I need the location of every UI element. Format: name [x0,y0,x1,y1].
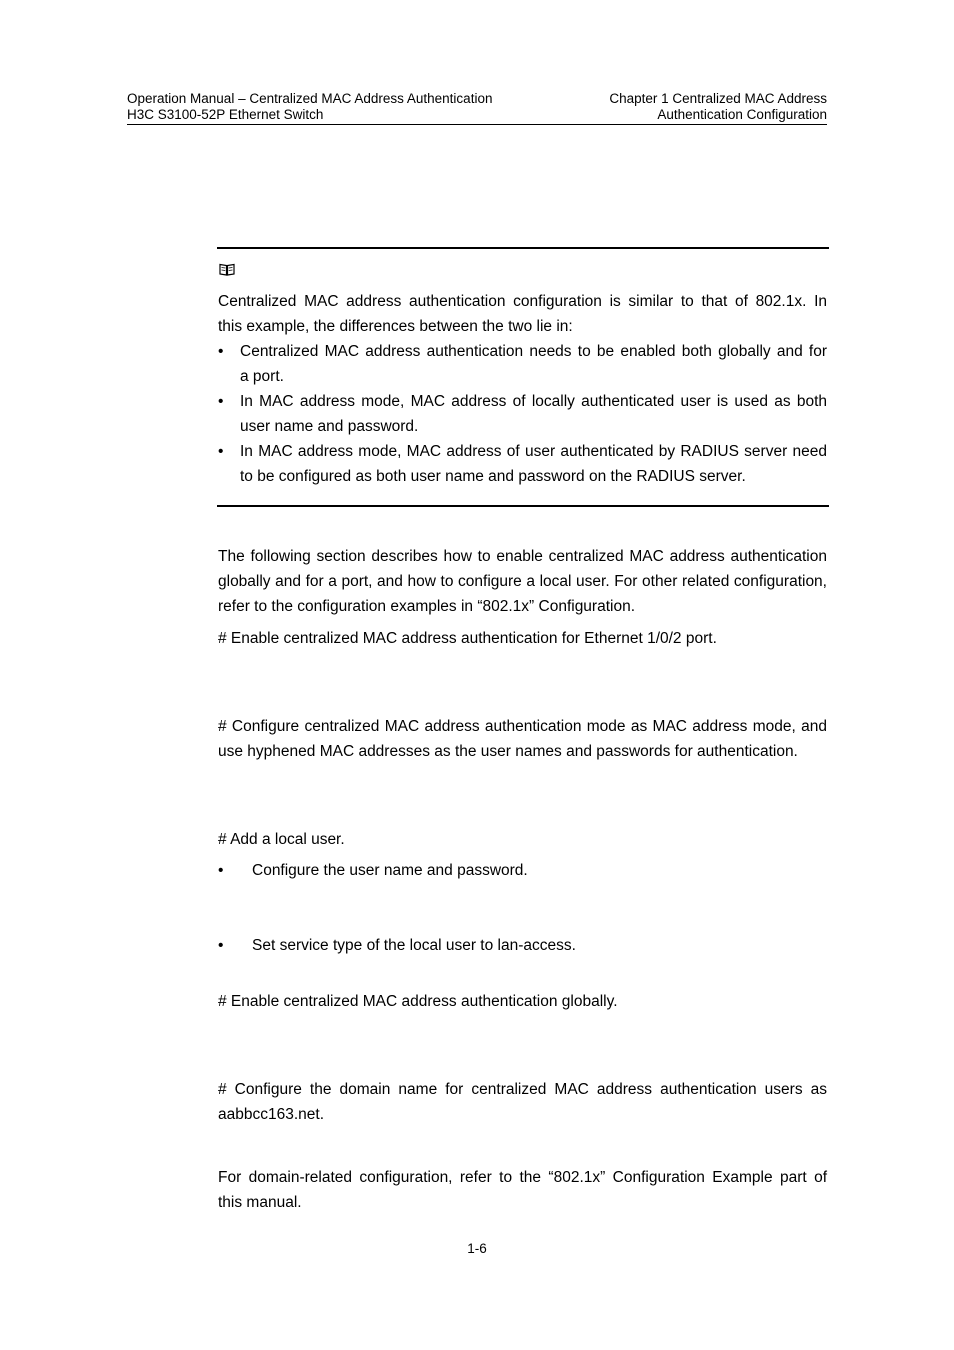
bullet-dot: • [218,443,224,460]
note-top-rule [217,247,829,249]
step-domain-line1: # Configure the domain name for centralized MAC address authentication users as [218,1081,827,1098]
bullet-dot: • [218,862,224,879]
running-header-left [127,91,492,123]
domain-reference-line1: For domain-related configuration, refer to the “802.1x” Configuration Example part of [218,1169,827,1186]
product-name: H3C S3100-52P Ethernet Switch [127,107,324,122]
domain-reference-line2: this manual. [218,1194,302,1211]
sub-bullet-1-text: Configure the user name and password. [252,862,528,879]
book-icon [219,263,235,276]
step-enable-global: # Enable centralized MAC address authentication globally. [218,993,618,1010]
step-add-user: # Add a local user. [218,831,345,848]
intro-paragraph-line2: globally and for a port, and how to configure a local user. For other related configuration, [218,573,827,590]
page-number: 1-6 [467,1241,487,1256]
note-bullet-1-line2: a port. [240,368,284,385]
note-bullet-2-line1: In MAC address mode, MAC address of locally authenticated user is used as both [240,393,827,410]
step-domain-line2: aabbcc163.net. [218,1106,325,1123]
step-mode-line1: # Configure centralized MAC address authentication mode as MAC address mode, and [218,718,827,735]
note-intro-line2: this example, the differences between the two lie in: [218,318,573,335]
header-divider [127,124,827,125]
bullet-dot: • [218,343,224,360]
note-bullet-3-line1: In MAC address mode, MAC address of user authenticated by RADIUS server need [240,443,827,460]
chapter-title-line1: Chapter 1 Centralized MAC Address [609,91,827,106]
running-header-right [609,91,827,123]
note-intro-line1: Centralized MAC address authentication configuration is similar to that of 802.1x. In [218,293,827,310]
step-mode-line2: use hyphened MAC addresses as the user names and passwords for authentication. [218,743,798,760]
bullet-dot: • [218,393,224,410]
intro-paragraph-line3: refer to the configuration examples in “802.1x” Configuration. [218,598,636,615]
note-bullet-2-line2: user name and password. [240,418,419,435]
manual-title: Operation Manual – Centralized MAC Address Authentication [127,91,493,106]
bullet-dot: • [218,937,224,954]
sub-bullet-2-text: Set service type of the local user to lan-access. [252,937,576,954]
step-enable-port: # Enable centralized MAC address authentication for Ethernet 1/0/2 port. [218,630,717,647]
note-bottom-rule [217,505,829,507]
chapter-title-line2: Authentication Configuration [657,107,827,122]
note-bullet-3-line2: to be configured as both user name and password on the RADIUS server. [240,468,746,485]
intro-paragraph-line1: The following section describes how to enable centralized MAC address authentication [218,548,827,565]
note-bullet-1-line1: Centralized MAC address authentication needs to be enabled both globally and for [240,343,827,360]
